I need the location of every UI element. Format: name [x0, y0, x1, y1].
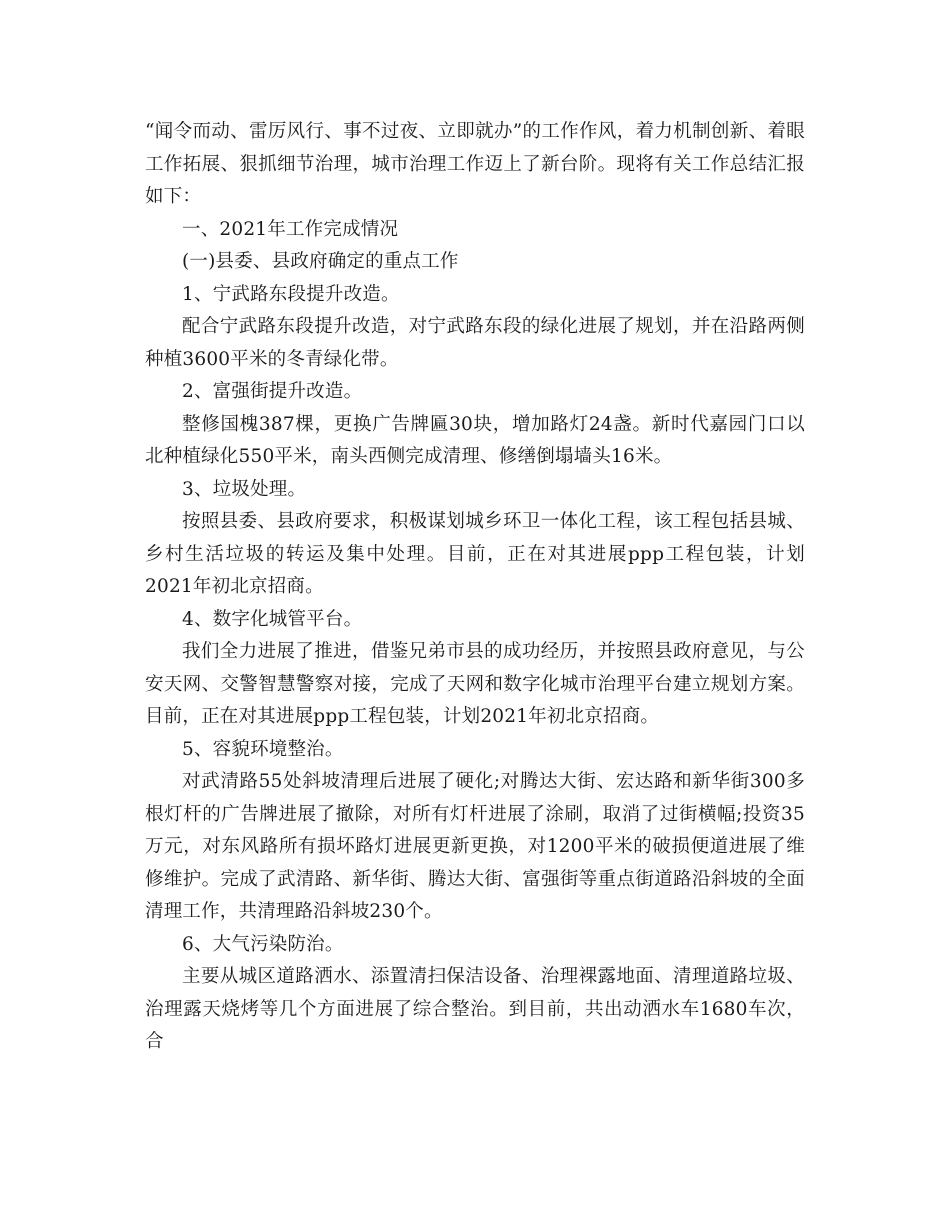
paragraph: 按照县委、县政府要求，积极谋划城乡环卫一体化工程，该工程包括县城、乡村生活垃圾的转运及集中处理。目前，正在对其进展ppp工程包装，计划2021年初北京招商。: [145, 511, 805, 597]
item-heading: 6、大气污染防治。: [182, 933, 344, 955]
item-heading: 1、宁武路东段提升改造。: [182, 283, 400, 305]
document-body: [145, 116, 805, 1059]
section-heading: 一、2021年工作完成情况: [182, 218, 399, 240]
item-heading: 5、容貌环境整治。: [182, 738, 344, 760]
paragraph: “闻令而动、雷厉风行、事不过夜、立即就办”的工作作风，着力机制创新、着眼工作拓展、狠抓细节治理，城市治理工作迈上了新台阶。现将有关工作总结汇报如下：: [145, 121, 805, 207]
paragraph: 主要从城区道路洒水、添置清扫保洁设备、治理裸露地面、清理道路垃圾、治理露天烧烤等几个方面进展了综合整治。到目前，共出动洒水车1680车次，合: [145, 966, 805, 1052]
paragraph: 整修国槐387棵，更换广告牌匾30块，增加路灯24盏。新时代嘉园门口以北种植绿化550平米，南头西侧完成清理、修缮倒塌墙头16米。: [145, 413, 805, 467]
paragraph: 配合宁武路东段提升改造，对宁武路东段的绿化进展了规划，并在沿路两侧种植3600平米的冬青绿化带。: [145, 316, 805, 370]
subsection-heading: (一)县委、县政府确定的重点工作: [182, 251, 459, 272]
item-heading: 3、垃圾处理。: [182, 478, 307, 500]
item-heading: 4、数字化城管平台。: [182, 608, 363, 630]
item-heading: 2、富强街提升改造。: [182, 381, 363, 402]
paragraph: 我们全力进展了推进，借鉴兄弟市县的成功经历，并按照县政府意见，与公安天网、交警智慧警察对接，完成了天网和数字化城市治理平台建立规划方案。目前，正在对其进展ppp工程包装，计划2021年初北京招商。: [145, 641, 805, 727]
paragraph: 对武清路55处斜坡清理后进展了硬化;对腾达大街、宏达路和新华街300多根灯杆的广告牌进展了撤除，对所有灯杆进展了涂刷，取消了过街横幅;投资35万元，对东风路所有损坏路灯进展更新更换，对1200平米的破损便道进展了维修维护。完成了武清路、新华街、腾达大街、富强街等重点街道路沿斜坡的全面清理工作，共清理路沿斜坡230个。: [145, 771, 805, 922]
